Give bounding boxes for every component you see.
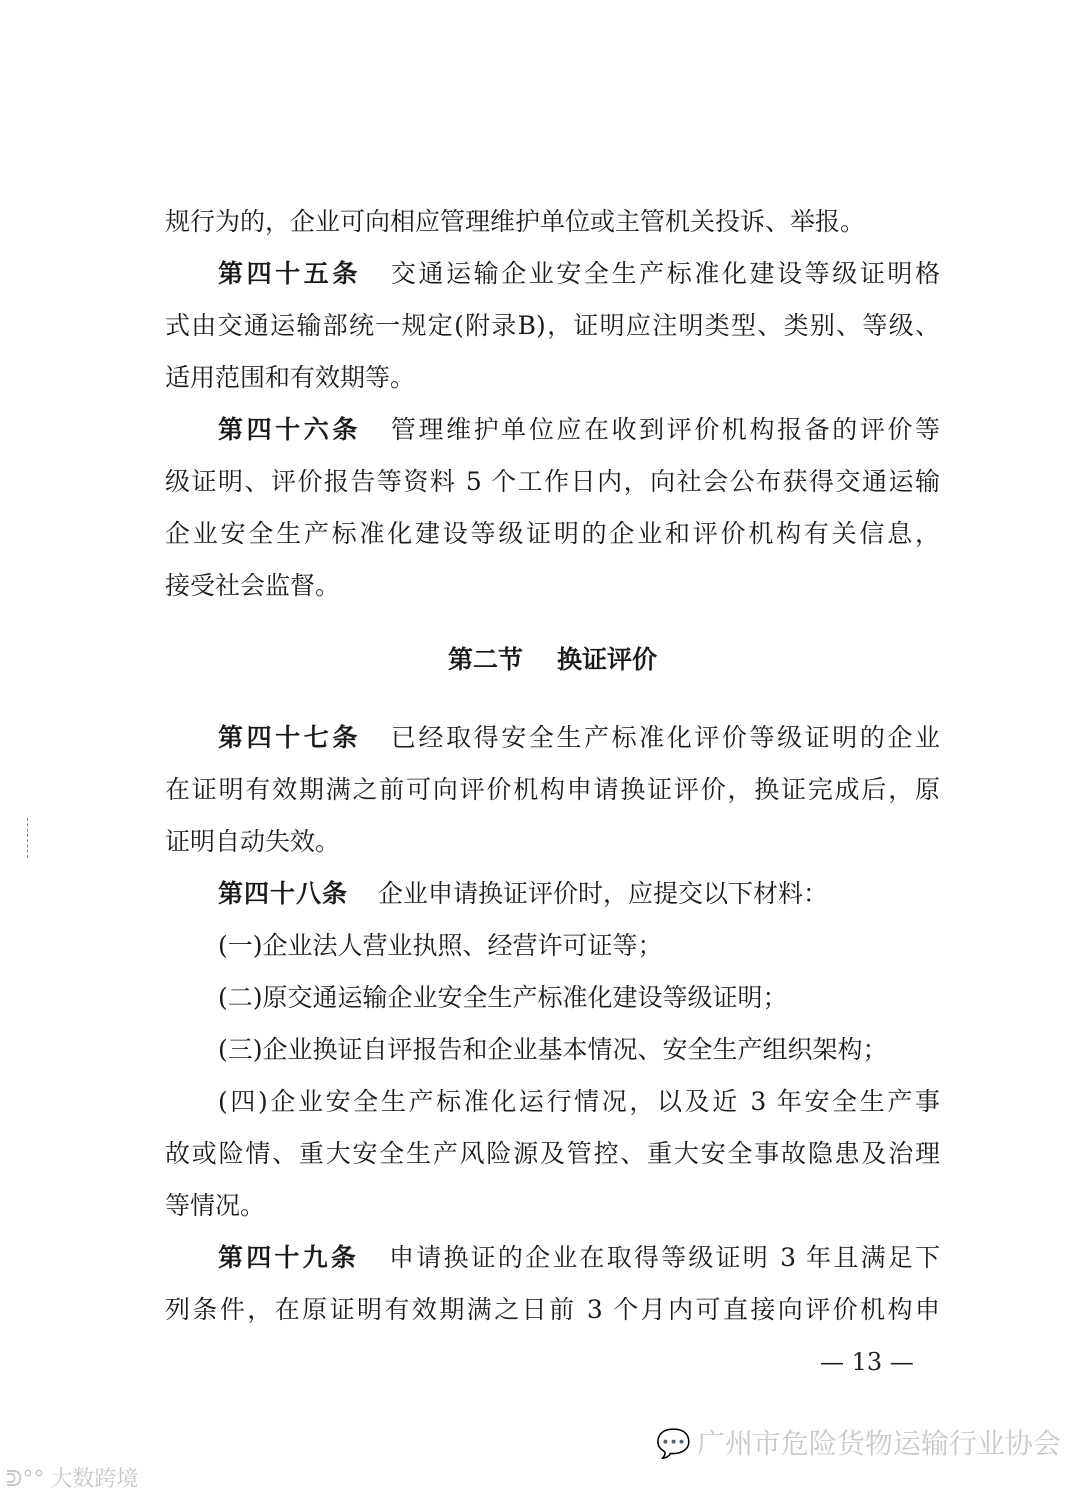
text-line: 适用范围和有效期等。 bbox=[165, 363, 416, 392]
text-line: 证明自动失效。 bbox=[165, 827, 341, 856]
section-number: 第二节 bbox=[447, 645, 523, 674]
text-line: 式由交通运输部统一规定(附录B)，证明应注明类型、类别、等级、 bbox=[165, 311, 940, 340]
wechat-icon: 💬 bbox=[656, 1427, 691, 1460]
document-page bbox=[165, 196, 940, 1336]
text-line: 规行为的，企业可向相应管理维护单位或主管机关投诉、举报。 bbox=[165, 207, 866, 236]
list-item: (三)企业换证自评报告和企业基本情况、安全生产组织架构； bbox=[218, 1035, 888, 1064]
association-watermark bbox=[656, 1422, 1061, 1462]
text-line: 级证明、评价报告等资料 5 个工作日内，向社会公布获得交通运输 bbox=[165, 467, 940, 496]
text: 申请换证的企业在取得等级证明 3 年且满足下 bbox=[389, 1243, 940, 1272]
article-label: 第四十七条 bbox=[218, 723, 361, 752]
article-label: 第四十九条 bbox=[218, 1243, 360, 1272]
text-line: 接受社会监督。 bbox=[165, 571, 341, 600]
text-line: 故或险情、重大安全生产风险源及管控、重大安全事故隐患及治理 bbox=[165, 1139, 940, 1168]
watermark-text: 广州市危险货物运输行业协会 bbox=[696, 1427, 1061, 1460]
watermark-text: 大数跨境 bbox=[50, 1467, 139, 1492]
article-label: 第四十五条 bbox=[218, 259, 361, 288]
article-47-line bbox=[165, 712, 940, 764]
article-label: 第四十六条 bbox=[218, 415, 361, 444]
section-heading bbox=[165, 634, 940, 686]
text: 企业申请换证评价时，应提交以下材料： bbox=[378, 879, 829, 908]
article-48-line bbox=[165, 868, 940, 920]
text-line: 在证明有效期满之前可向评价机构申请换证评价，换证完成后，原 bbox=[165, 775, 940, 804]
article-46-line bbox=[165, 404, 940, 456]
article-49-line bbox=[165, 1232, 940, 1284]
article-45-line bbox=[165, 248, 940, 300]
list-item: (一)企业法人营业执照、经营许可证等； bbox=[218, 931, 663, 960]
text: 管理维护单位应在收到评价机构报备的评价等 bbox=[390, 415, 940, 444]
article-label: 第四十八条 bbox=[218, 879, 349, 908]
list-item: (四)企业安全生产标准化运行情况，以及近 3 年安全生产事 bbox=[218, 1087, 940, 1116]
text: 交通运输企业安全生产标准化建设等级证明格 bbox=[390, 259, 940, 288]
text-line: 企业安全生产标准化建设等级证明的企业和评价机构有关信息， bbox=[165, 519, 940, 548]
brand-watermark bbox=[6, 1462, 138, 1493]
text: 已经取得安全生产标准化评价等级证明的企业 bbox=[390, 723, 940, 752]
brand-logo-icon: ᕲ°° bbox=[6, 1467, 45, 1492]
scan-margin-mark bbox=[27, 818, 29, 858]
list-item: (二)原交通运输企业安全生产标准化建设等级证明； bbox=[218, 983, 788, 1012]
section-title: 换证评价 bbox=[557, 645, 658, 674]
text-line: 列条件，在原证明有效期满之日前 3 个月内可直接向评价机构申 bbox=[165, 1295, 940, 1324]
text-line: 等情况。 bbox=[165, 1191, 266, 1220]
page-number: — 13 — bbox=[820, 1348, 914, 1376]
